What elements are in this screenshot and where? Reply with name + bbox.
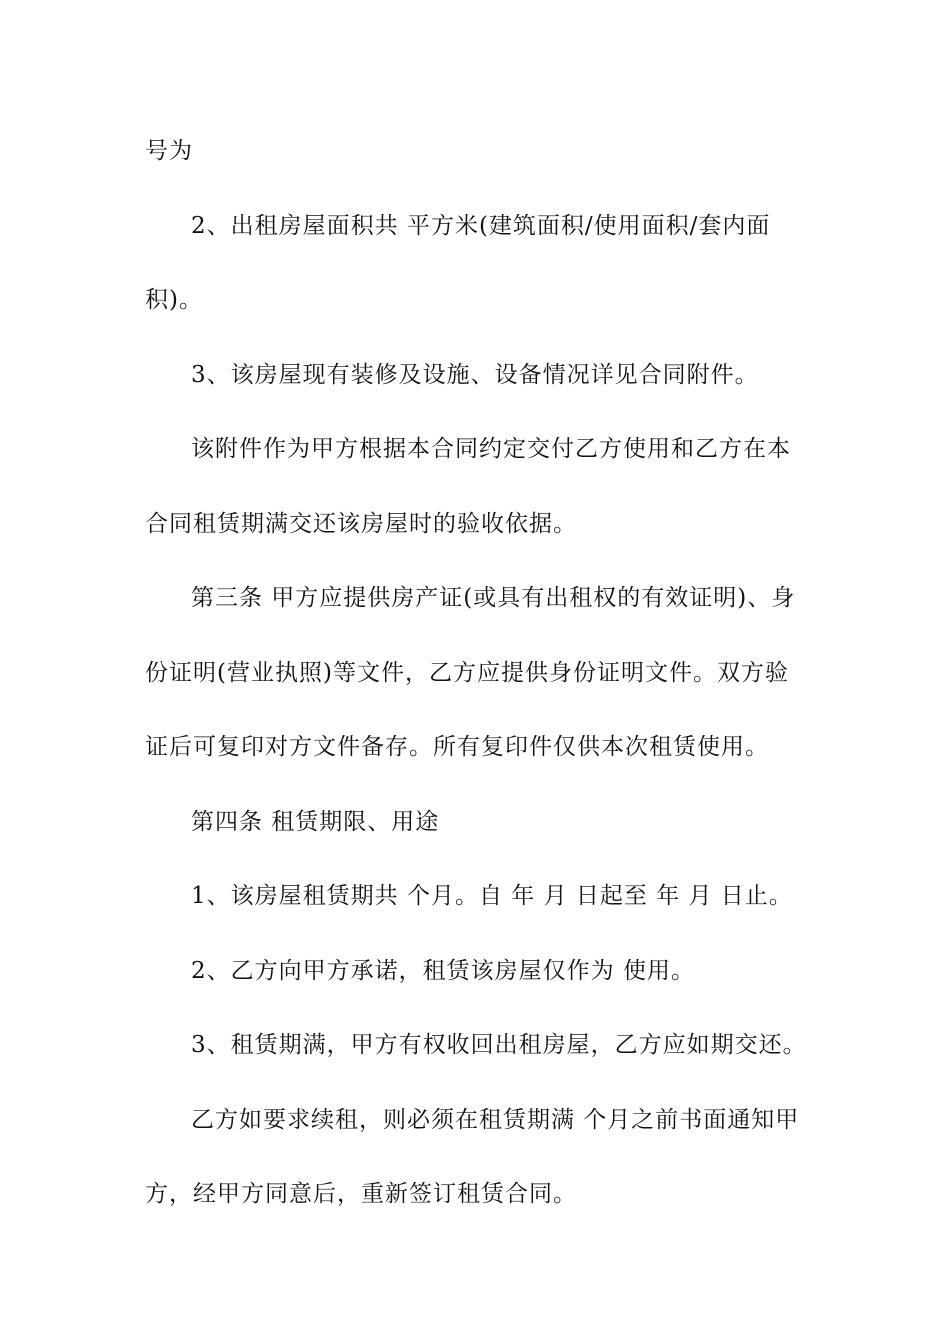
text-line: 积)。 [145, 287, 203, 313]
text-line: 号为 [145, 138, 193, 164]
text-line: 1、该房屋租赁期共 个月。自 年 月 日起至 年 月 日止。 [191, 883, 793, 909]
text-line: 第四条 租赁期限、用途 [191, 808, 440, 835]
text-line: 第三条 甲方应提供房产证(或具有出租权的有效证明)、身 [191, 585, 796, 611]
text-line: 方，经甲方同意后，重新签订租赁合同。 [145, 1181, 577, 1207]
text-line: 乙方如要求续租，则必须在租赁期满 个月之前书面通知甲 [191, 1106, 800, 1133]
text-line: 2、乙方向甲方承诺，租赁该房屋仅作为 使用。 [191, 957, 695, 984]
text-line: 合同租赁期满交还该房屋时的验收依据。 [145, 510, 577, 537]
text-line: 2、出租房屋面积共 平方米(建筑面积/使用面积/套内面 [191, 212, 771, 239]
text-line: 3、该房屋现有装修及设施、设备情况详见合同附件。 [191, 361, 759, 388]
text-line: 3、租赁期满，甲方有权收回出租房屋，乙方应如期交还。 [191, 1032, 807, 1058]
text-line: 证后可复印对方文件备存。所有复印件仅供本次租赁使用。 [145, 734, 769, 760]
document-body [145, 114, 807, 1232]
text-line: 该附件作为甲方根据本合同约定交付乙方使用和乙方在本 [191, 436, 791, 462]
text-line: 份证明(营业执照)等文件，乙方应提供身份证明文件。双方验 [145, 659, 789, 686]
